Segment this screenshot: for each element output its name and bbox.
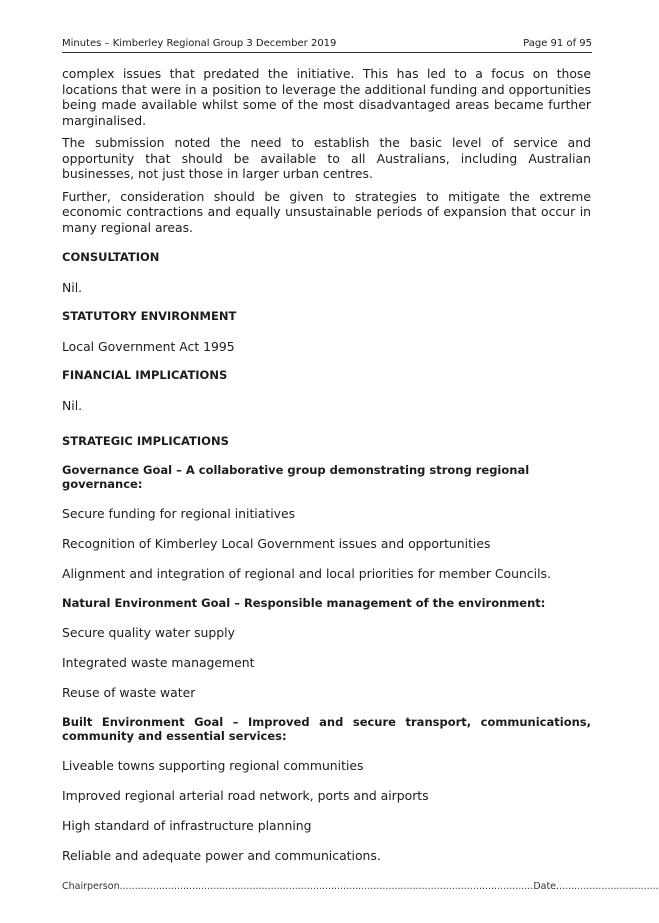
list-item: Recognition of Kimberley Local Government issues and opportunities: [62, 536, 491, 551]
list-item: Secure funding for regional initiatives: [62, 506, 296, 521]
list-item: Reuse of waste water: [62, 685, 196, 700]
body-paragraph: complex issues that predated the initiative. This has led to a focus on those locations that were in a position to leverage the additional funding and opportunities being made available whilst some of the most disadvantaged areas became further marginalised.: [62, 66, 591, 128]
section-heading-financial: FINANCIAL IMPLICATIONS: [62, 368, 228, 382]
date-line: ..................................: [556, 881, 659, 892]
signature-footer: [62, 881, 659, 892]
list-item: Alignment and integration of regional and local priorities for member Councils.: [62, 566, 551, 581]
section-heading-strategic: STRATEGIC IMPLICATIONS: [62, 434, 229, 448]
financial-text: Nil.: [62, 398, 83, 413]
list-item: High standard of infrastructure planning: [62, 818, 312, 833]
list-item: Secure quality water supply: [62, 625, 235, 640]
built-goal-heading: Built Environment Goal – Improved and secure transport, communications, community and essential services:: [62, 715, 591, 743]
date-label: Date: [533, 881, 557, 892]
page-header: [62, 38, 592, 53]
body-paragraph: Further, consideration should be given to strategies to mitigate the extreme economic contractions and equally unsustainable periods of expansion that occur in many regional areas.: [62, 188, 591, 235]
page-number: Page 91 of 95: [523, 38, 592, 49]
section-heading-statutory: STATUTORY ENVIRONMENT: [62, 309, 237, 323]
section-heading-consultation: CONSULTATION: [62, 250, 160, 264]
list-item: Integrated waste management: [62, 655, 255, 670]
list-item: Improved regional arterial road network, ports and airports: [62, 788, 429, 803]
page-content: [62, 66, 591, 863]
statutory-text: Local Government Act 1995: [62, 339, 235, 354]
list-item: Liveable towns supporting regional communities: [62, 758, 364, 773]
chairperson-label: Chairperson: [62, 881, 120, 892]
governance-goal-heading: Governance Goal – A collaborative group demonstrating strong regional governance:: [62, 463, 530, 491]
header-title: Minutes – Kimberley Regional Group 3 December 2019: [62, 38, 337, 49]
list-item: Reliable and adequate power and communications.: [62, 848, 381, 863]
consultation-text: Nil.: [62, 280, 83, 295]
chairperson-signature-line: .........................................................................................................................................: [119, 881, 534, 892]
body-paragraph: The submission noted the need to establish the basic level of service and opportunity that should be available to all Australians, including Australian businesses, not just those in larger urban centres.: [62, 135, 591, 181]
natural-goal-heading: Natural Environment Goal – Responsible management of the environment:: [62, 596, 546, 610]
